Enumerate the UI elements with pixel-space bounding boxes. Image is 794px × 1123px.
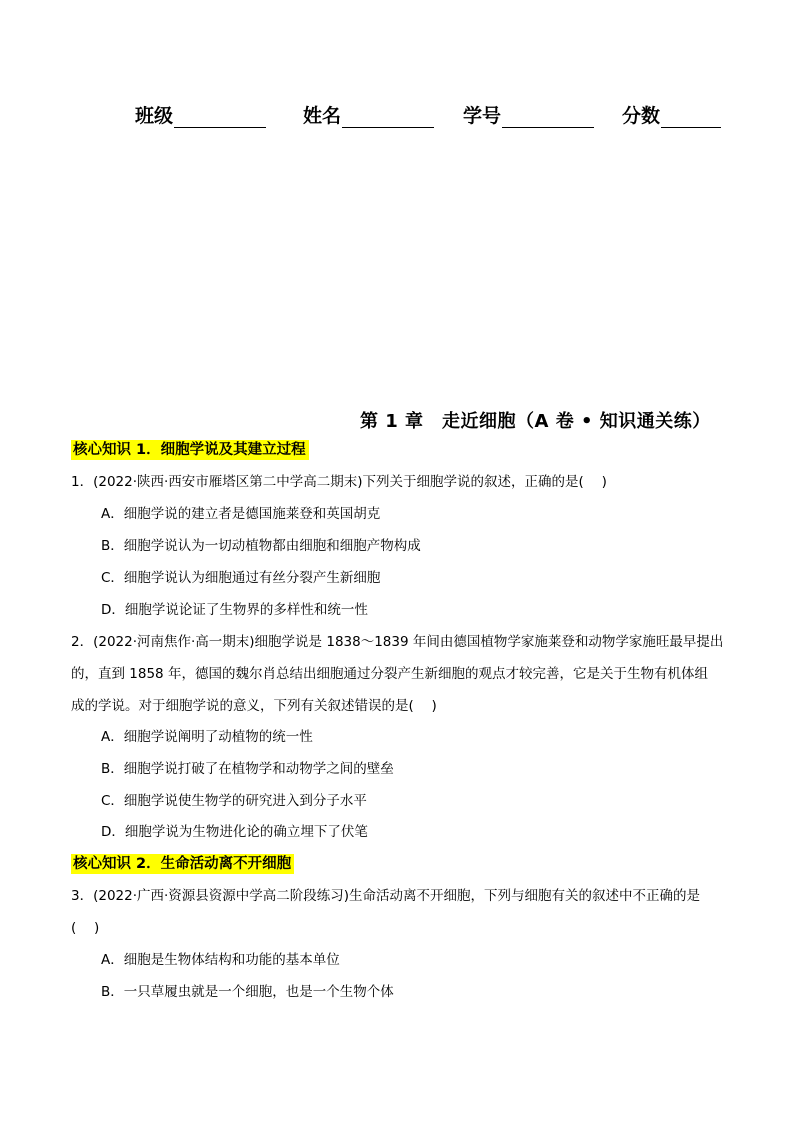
- question-3-stem-line-1: 3．(2022·广西·资源县资源中学高二阶段练习)生命活动离不开细胞，下列与细胞有关的叙述中不正确的是: [71, 888, 701, 904]
- student-id-label: 学号: [463, 105, 502, 127]
- question-2-stem-line-3: 成的学说。对于细胞学说的意义，下列有关叙述错误的是( ): [71, 698, 437, 714]
- question-1-stem: 1．(2022·陕西·西安市雁塔区第二中学高二期末)下列关于细胞学说的叙述，正确的是( ): [71, 474, 607, 490]
- section-heading-2: 核心知识 2．生命活动离不开细胞: [71, 854, 294, 874]
- question-1-option-a: A．细胞学说的建立者是德国施莱登和英国胡克: [101, 506, 381, 522]
- name-blank[interactable]: [342, 107, 434, 128]
- class-blank[interactable]: [174, 107, 266, 128]
- section-heading-1: 核心知识 1．细胞学说及其建立过程: [71, 440, 309, 460]
- question-3-option-b: B．一只草履虫就是一个细胞，也是一个生物个体: [101, 984, 394, 1000]
- question-1-option-d: D．细胞学说论证了生物界的多样性和统一性: [101, 602, 368, 618]
- score-field: [622, 104, 721, 128]
- question-1-option-c: C．细胞学说认为细胞通过有丝分裂产生新细胞: [101, 570, 381, 586]
- question-1-option-b: B．细胞学说认为一切动植物都由细胞和细胞产物构成: [101, 538, 421, 554]
- student-id-blank[interactable]: [502, 107, 594, 128]
- question-2-stem-line-2: 的，直到 1858 年，德国的魏尔肖总结出细胞通过分裂产生新细胞的观点才较完善，它是关于生物有机体组: [71, 666, 708, 682]
- question-2-option-b: B．细胞学说打破了在植物学和动物学之间的壁垒: [101, 761, 394, 777]
- chapter-title: 第 1 章 走近细胞（A 卷 • 知识通关练）: [360, 411, 711, 432]
- question-3-stem-line-2: ( ): [71, 920, 100, 936]
- question-2-stem-line-1: 2．(2022·河南焦作·高一期末)细胞学说是 1838～1839 年间由德国植物学家施莱登和动物学家施旺最早提出: [71, 634, 724, 650]
- student-id-field: [463, 104, 594, 128]
- name-field: [303, 104, 434, 128]
- score-blank[interactable]: [661, 107, 721, 128]
- question-2-option-d: D．细胞学说为生物进化论的确立埋下了伏笔: [101, 824, 368, 840]
- class-field: [135, 104, 266, 128]
- score-label: 分数: [622, 105, 661, 127]
- question-2-option-c: C．细胞学说使生物学的研究进入到分子水平: [101, 793, 367, 809]
- question-3-option-a: A．细胞是生物体结构和功能的基本单位: [101, 952, 340, 968]
- class-label: 班级: [135, 105, 174, 127]
- student-info-row: [0, 104, 794, 132]
- question-2-option-a: A．细胞学说阐明了动植物的统一性: [101, 729, 313, 745]
- name-label: 姓名: [303, 105, 342, 127]
